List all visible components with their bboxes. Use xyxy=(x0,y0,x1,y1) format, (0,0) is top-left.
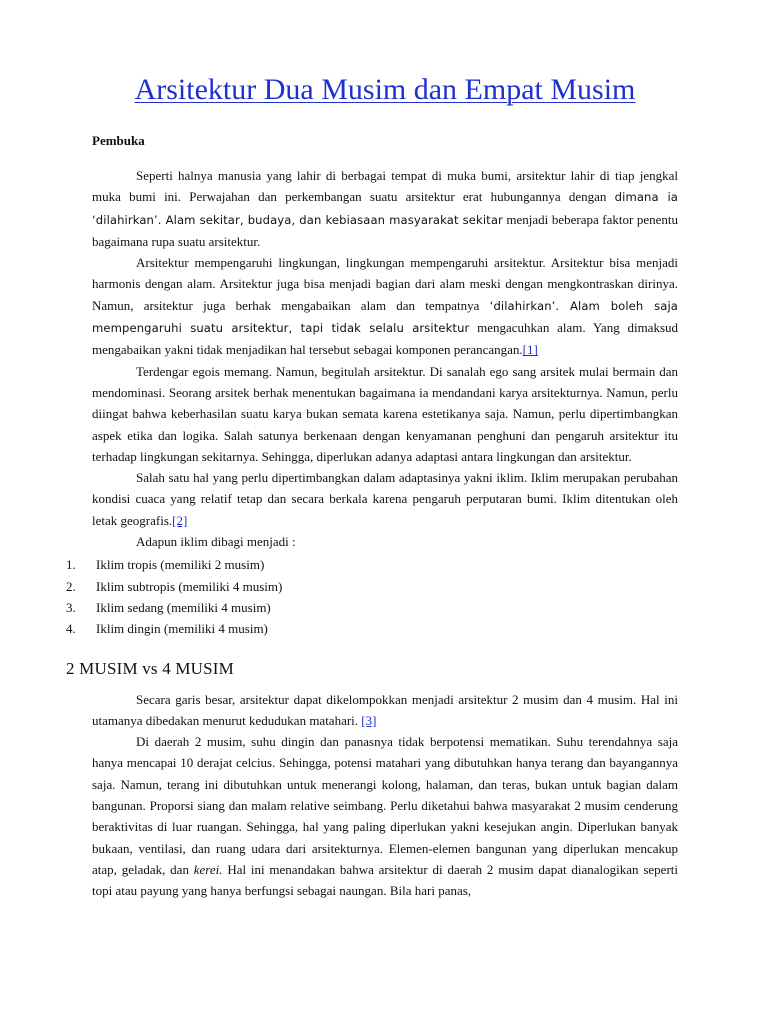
list-item xyxy=(66,597,678,618)
section2-p1-text: Secara garis besar, arsitektur dapat dikelompokkan menjadi arsitektur 2 musim dan 4 musim. Hal ini utamanya dibedakan menurut kedudukan matahari. xyxy=(92,691,678,728)
intro-p4-text: Salah satu hal yang perlu dipertimbangkan dalam adaptasinya yakni iklim. Iklim merupakan perubahan kondisi cuaca yang relatif tetap dan secara berkala karena pengaruh perputaran bumi. Iklim ditentukan oleh letak geografis. xyxy=(92,470,678,528)
section2-p2-italic: kerei. xyxy=(193,861,223,877)
intro-p2-text-a: Arsitektur mempengaruhi lingkungan, lingkungan mempengaruhi arsitektur. Arsitektur bisa menjadi harmonis dengan alam. Arsitektur juga bisa menjadi bagian dari alam meski dengan mengkontraskan dirinya. Namun, arsitektur juga berhak mengabaikan alam dan tempatnya xyxy=(92,255,678,313)
list-item-number: 3. xyxy=(66,599,76,615)
list-item xyxy=(66,576,678,597)
list-item-number: 2. xyxy=(66,578,76,594)
intro-p2-text-alt: ‘dilahirkan’. Alam boleh saja mempengaruhi suatu arsitektur, tapi tidak selalu arsitektur xyxy=(92,298,678,336)
list-item-text: Iklim dingin (memiliki 4 musim) xyxy=(96,621,268,637)
document-title xyxy=(92,70,678,110)
list-item xyxy=(66,618,678,639)
footnote-link-2[interactable]: [2] xyxy=(172,512,188,528)
intro-p2-text-b: mengacuhkan alam. Yang dimaksud mengabaikan yakni tidak menjadikan hal tersebut sebagai komponen perancangan. xyxy=(92,320,679,358)
intro-p1-text-alt: dimana ia ‘dilahirkan’. Alam sekitar, budaya, dan kebiasaan masyarakat sekitar xyxy=(92,190,678,227)
section2-paragraph-1 xyxy=(92,689,678,732)
intro-p1-text-a: Seperti halnya manusia yang lahir di berbagai tempat di muka bumi, arsitektur lahir di tiap jengkal muka bumi ini. Perwajahan dan perkembangan suatu arsitektur erat hubungannya dengan xyxy=(92,168,678,205)
footnote-link-1[interactable]: [1] xyxy=(522,342,538,358)
intro-paragraph-2 xyxy=(92,252,678,360)
intro-paragraph-4 xyxy=(92,467,678,531)
intro-paragraph-3: Terdengar egois memang. Namun, begitulah arsitektur. Di sanalah ego sang arsitek mulai bermain dan mendominasi. Seorang arsitek berhak menentukan bagaimana ia mendandani karya arsitekturnya. Namun, perlu diingat bahwa keberhasilan suatu karya bukan semata karena estetikanya saja. Namun, perlu dipertimbangkan aspek etika dan logika. Salah satunya berkenaan dengan kenyamanan penghuni dan pengaruh arsitektur itu terhadap lingkungan sekitarnya. Sehingga, diperlukan adanya adaptasi antara lingkungan dan arsitektur. xyxy=(92,363,678,464)
list-item-number: 1. xyxy=(66,557,76,573)
intro-p1-text-b: menjadi beberapa faktor penentu bagaimana rupa suatu arsitektur. xyxy=(92,211,678,249)
section2-p2-text-b: Hal ini menandakan bahwa arsitektur di daerah 2 musim dapat dianalogikan seperti topi atau payung yang hanya berfungsi sebagai naungan. Bila hari panas, xyxy=(92,861,678,899)
subheading-pembuka: Pembuka xyxy=(92,133,145,148)
climate-list xyxy=(66,554,678,639)
section2-p2-text-a: Di daerah 2 musim, suhu dingin dan panasnya tidak berpotensi mematikan. Suhu terendahnya saja hanya mencapai 10 derajat celcius. Sehingga, potensi matahari yang dibutuhkan hanya terang dan bayangannya saja. Namun, terang ini dibutuhkan untuk menerangi kolong, halaman, dan teras, bukan untuk bagian dalam bangunan. Proporsi siang dan malam relative seimbang. Perlu diketahui bahwa masyarakat 2 musim cenderung beraktivitas di luar ruangan. Sehingga, hal yang paling diperlukan yakni kesejukan angin. Diperlukan banyak bukaan, ventilasi, dan ruang udara dari arsitekturnya. Elemen-elemen bangunan yang diperlukan mencakup atap, geladak, dan xyxy=(92,734,678,877)
intro-paragraph-5: Adapun iklim dibagi menjadi : xyxy=(136,534,296,550)
list-item-text: Iklim subtropis (memiliki 4 musim) xyxy=(96,578,283,594)
list-item-number: 4. xyxy=(66,621,76,637)
section-heading-2-vs-4-musim: 2 MUSIM vs 4 MUSIM xyxy=(66,658,234,678)
footnote-link-3[interactable]: [3] xyxy=(361,712,377,728)
list-item-text: Iklim tropis (memiliki 2 musim) xyxy=(96,557,265,573)
section2-paragraph-2 xyxy=(92,731,678,901)
list-item-text: Iklim sedang (memiliki 4 musim) xyxy=(96,599,271,615)
intro-paragraph-1 xyxy=(92,165,678,252)
list-item xyxy=(66,554,678,575)
title-link[interactable]: Arsitektur Dua Musim dan Empat Musim xyxy=(134,73,636,106)
